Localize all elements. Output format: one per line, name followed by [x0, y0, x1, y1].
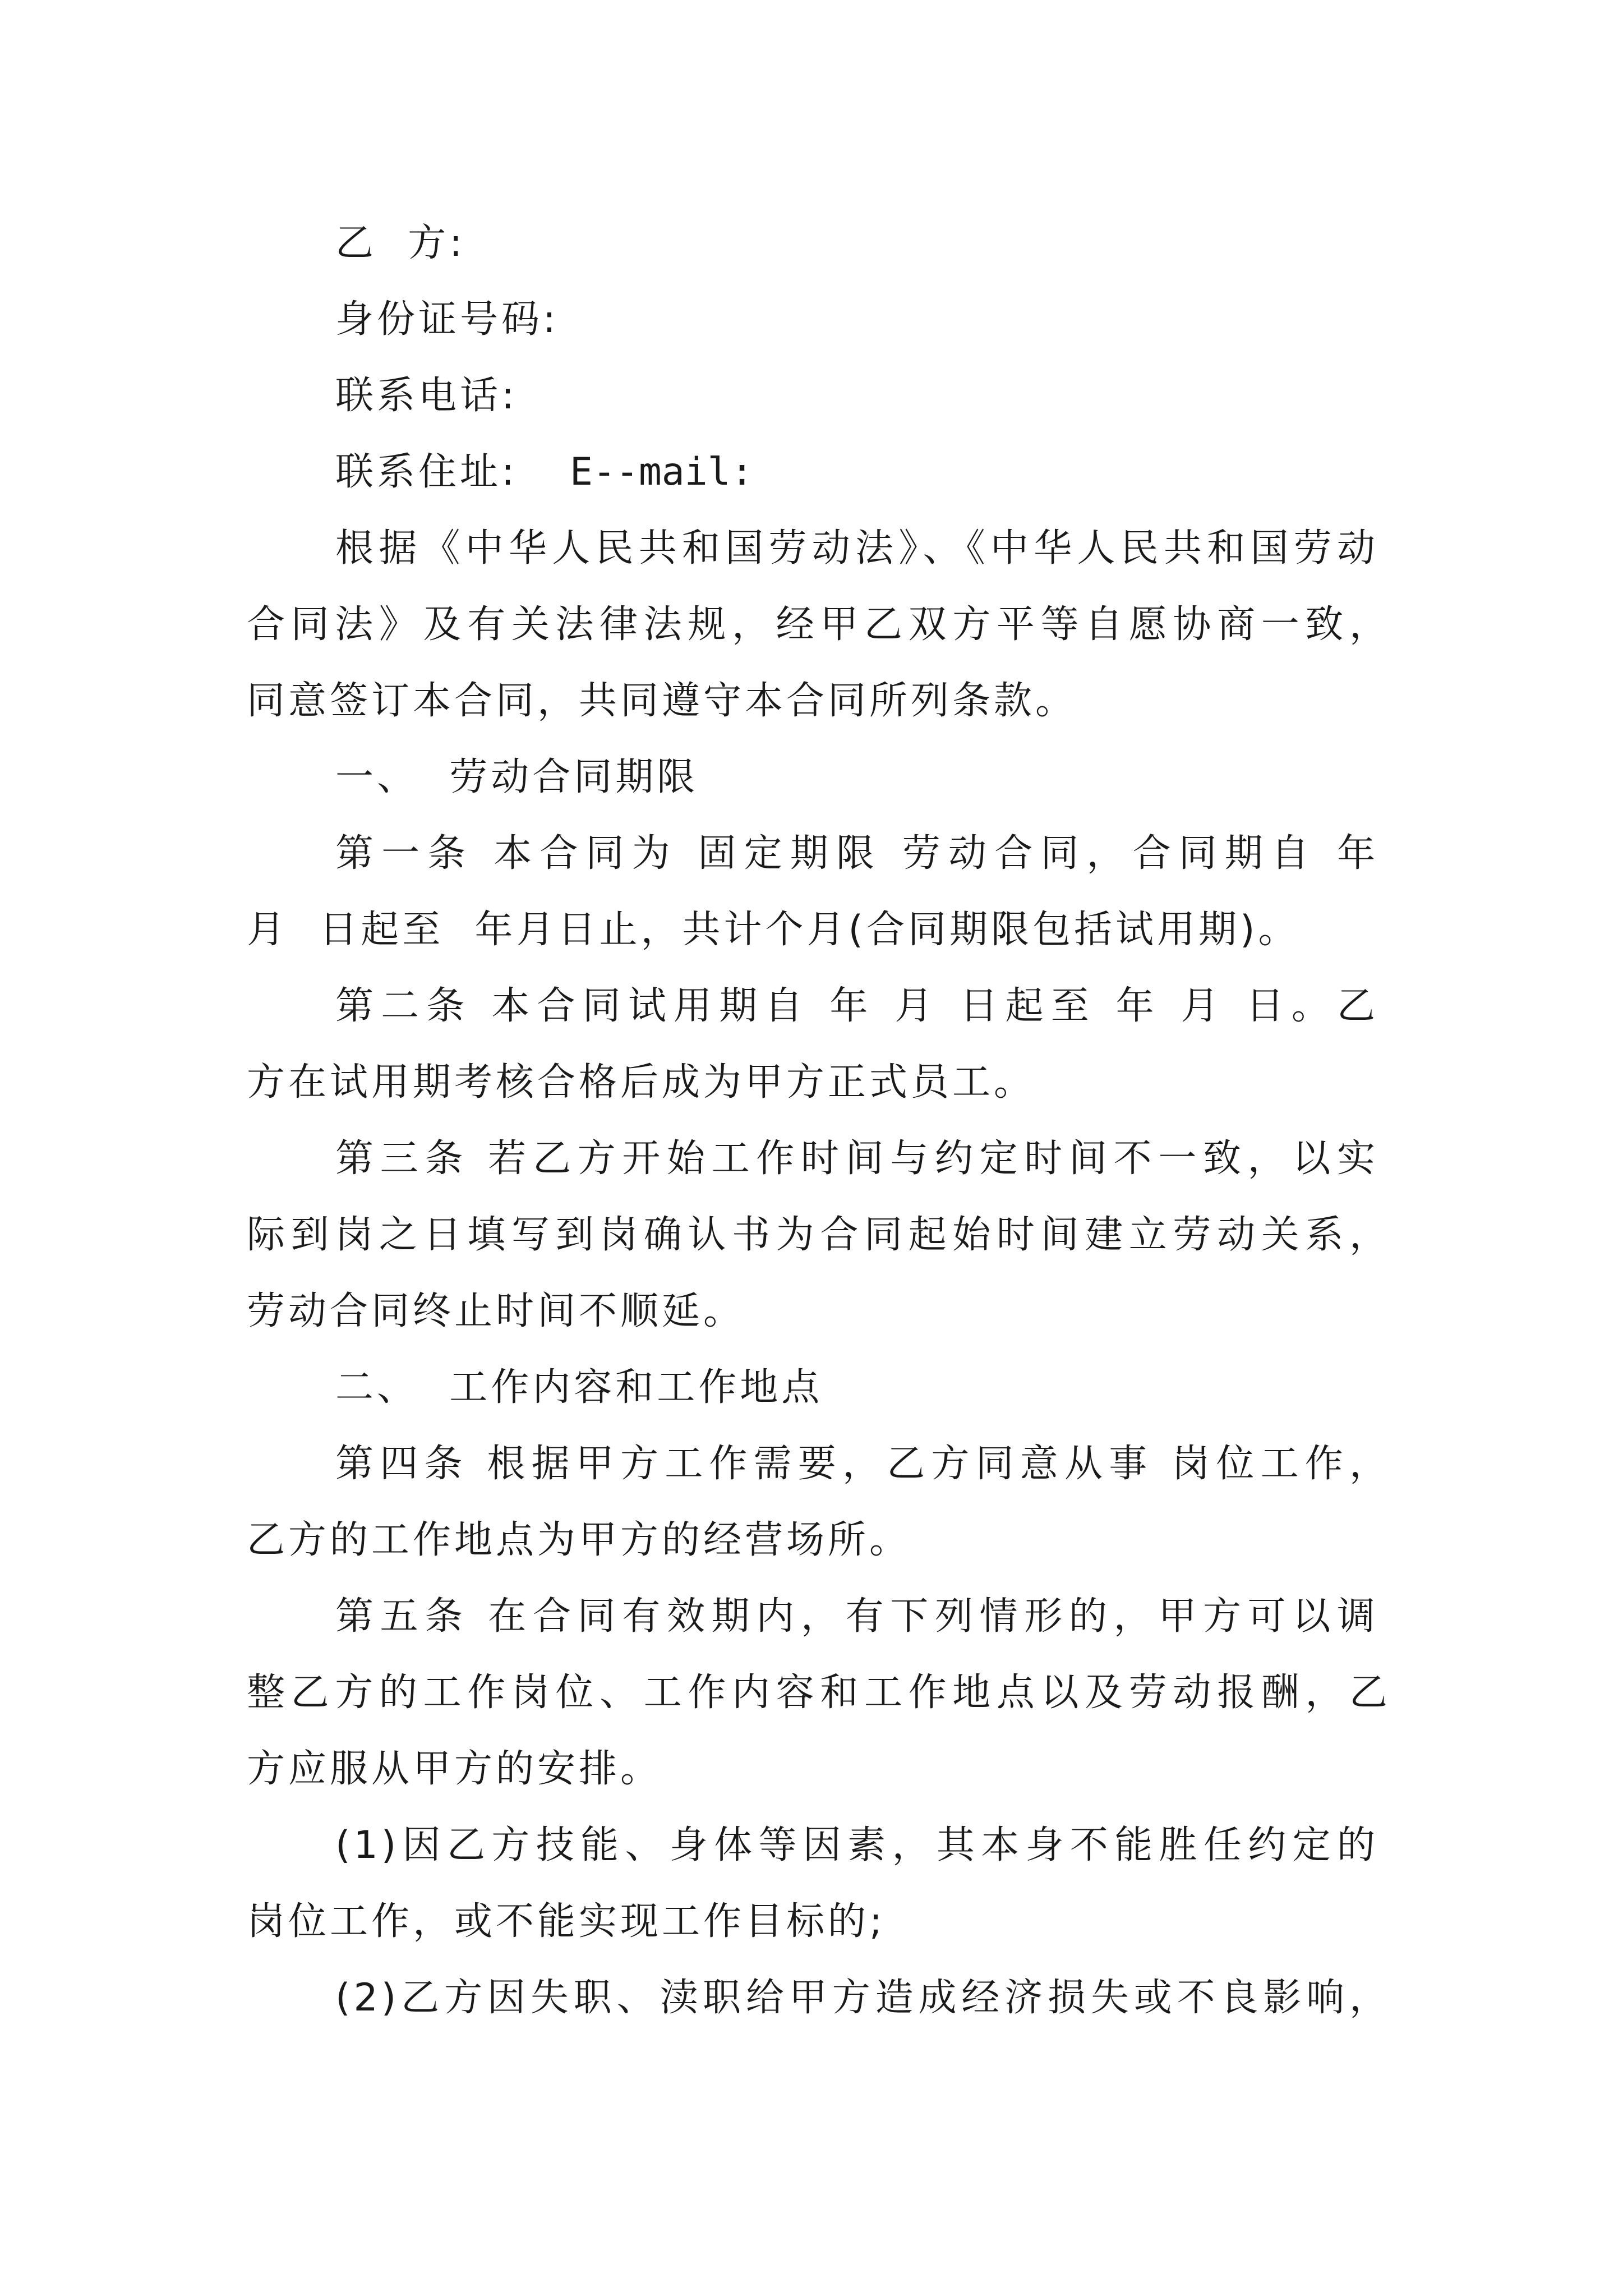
section-2-heading: 二、 工作内容和工作地点 — [335, 1365, 823, 1410]
address-label: 联系住址: — [335, 450, 518, 494]
clause-1-line-2: 岗位工作，或不能实现工作目标的; — [247, 1899, 886, 1944]
id-number-label: 身份证号码: — [335, 297, 559, 342]
phone-label: 联系电话: — [335, 374, 518, 418]
email-label: E--mail: — [570, 450, 754, 494]
article-3-line-3: 劳动合同终止时间不顺延。 — [247, 1289, 745, 1333]
section-1-heading: 一、 劳动合同期限 — [335, 755, 699, 799]
article-4-line-2: 乙方的工作地点为甲方的经营场所。 — [247, 1518, 911, 1562]
article-5-line-3: 方应服从甲方的安排。 — [247, 1747, 662, 1791]
article-3-line-2: 际到岗之日填写到岗确认书为合同起始时间建立劳动关系， — [247, 1213, 1391, 1257]
party-b-label: 乙 方: — [335, 221, 466, 265]
article-4-line-1: 第四条 根据甲方工作需要，乙方同意从事 岗位工作， — [335, 1442, 1391, 1486]
article-2-line-2: 方在试用期考核合格后成为甲方正式员工。 — [247, 1060, 1036, 1105]
article-1-line-1: 第一条 本合同为 固定期限 劳动合同，合同期自 年 — [335, 831, 1378, 876]
article-5-line-1: 第五条 在合同有效期内，有下列情形的，甲方可以调 — [335, 1594, 1378, 1639]
preamble-line-2: 合同法》及有关法律法规，经甲乙双方平等自愿协商一致， — [247, 602, 1391, 647]
article-1-line-2: 月 日起至 年月日止，共计个月(合同期限包括试用期)。 — [247, 908, 1300, 952]
clause-2-line-1: (2)乙方因失职、渎职给甲方造成经济损失或不良影响， — [335, 1976, 1391, 2020]
article-2-line-1: 第二条 本合同试用期自 年 月 日起至 年 月 日。乙 — [335, 984, 1378, 1028]
preamble-line-3: 同意签订本合同，共同遵守本合同所列条款。 — [247, 679, 1077, 723]
clause-1-line-1: (1)因乙方技能、身体等因素，其本身不能胜任约定的 — [335, 1823, 1378, 1867]
article-3-line-1: 第三条 若乙方开始工作时间与约定时间不一致，以实 — [335, 1137, 1378, 1181]
preamble-line-1: 根据《中华人民共和国劳动法》、《中华人民共和国劳动 — [335, 526, 1378, 570]
article-5-line-2: 整乙方的工作岗位、工作内容和工作地点以及劳动报酬，乙 — [247, 1671, 1391, 1715]
